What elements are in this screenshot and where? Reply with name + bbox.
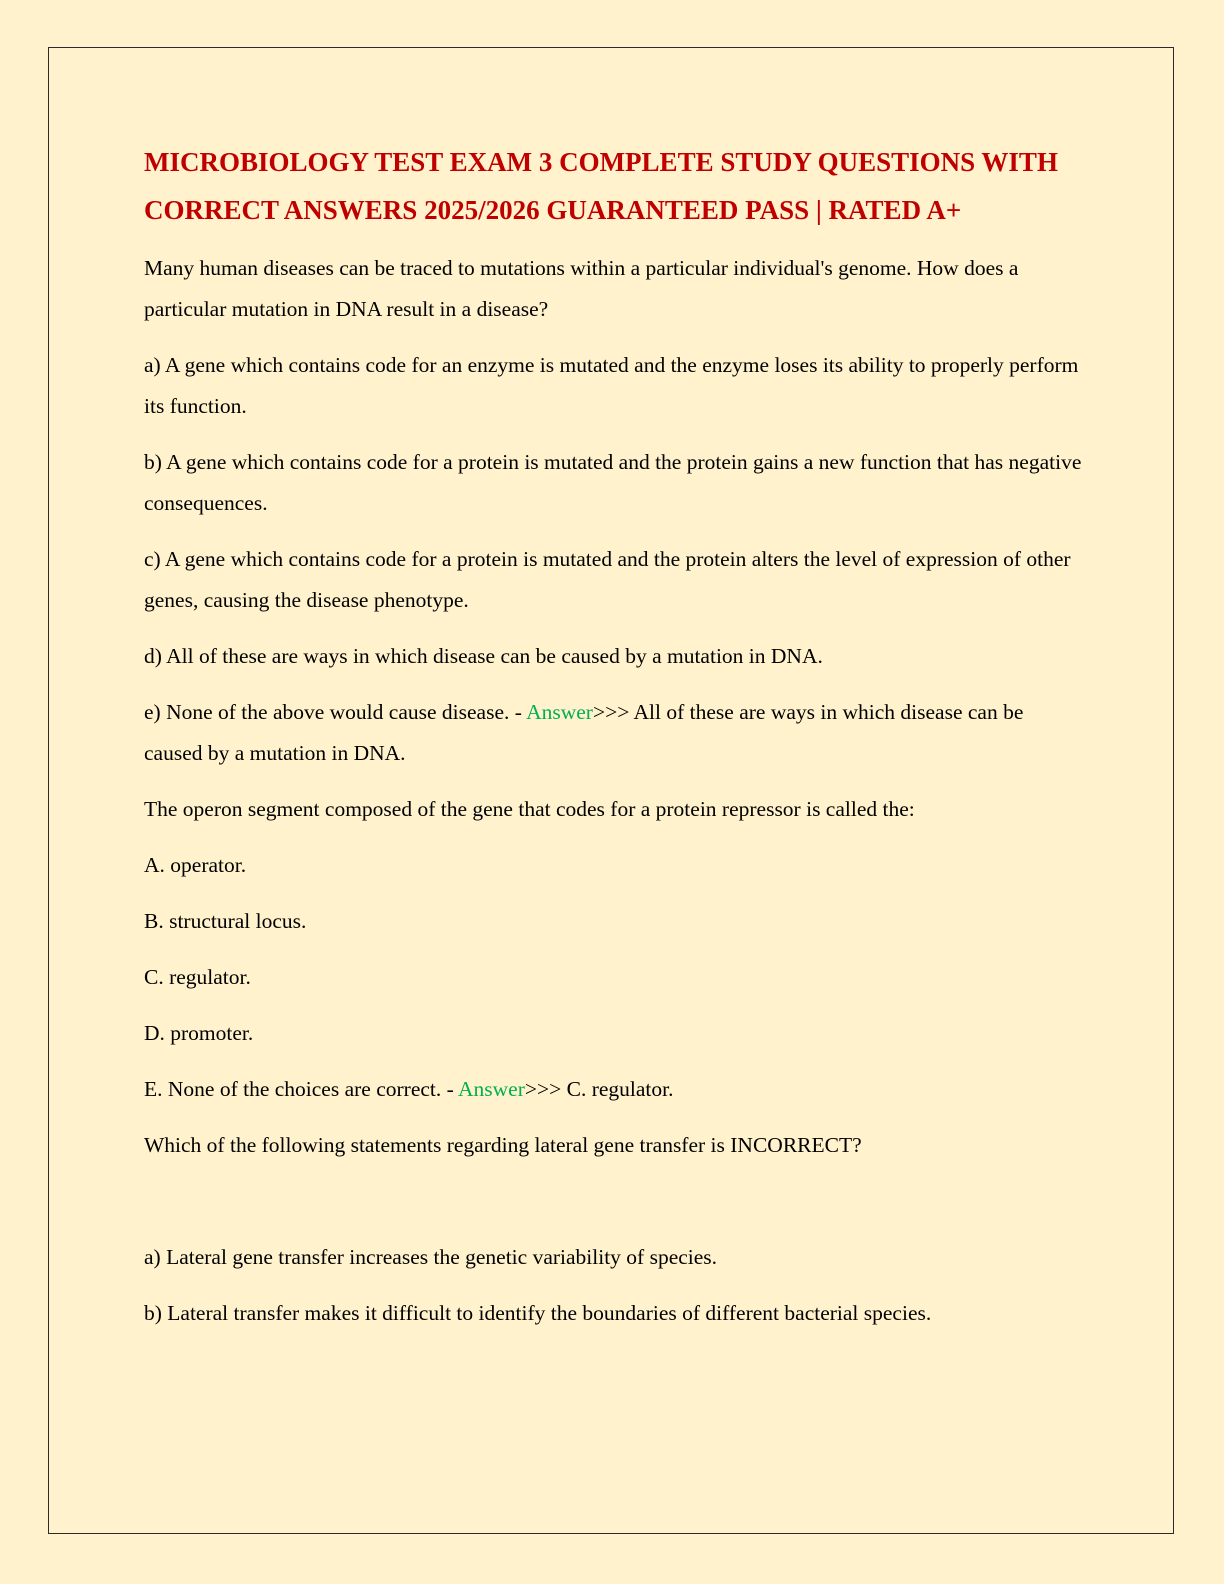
question-1-option-b: b) A gene which contains code for a protein is mutated and the protein gains a new function that has negative consequences. — [144, 450, 1082, 515]
question-1-option-e-with-answer — [144, 692, 1084, 774]
question-2-answer-text: >>> C. regulator. — [524, 1077, 674, 1101]
document-body — [144, 138, 1084, 1349]
question-3-option-a: a) Lateral gene transfer increases the genetic variability of species. — [144, 1245, 718, 1269]
question-2-option-b: B. structural locus. — [144, 909, 307, 933]
question-2-stem: The operon segment composed of the gene that codes for a protein repressor is called the: — [144, 797, 915, 821]
question-1-option-d: d) All of these are ways in which disease can be caused by a mutation in DNA. — [144, 644, 823, 668]
question-1-answer-label: Answer — [526, 700, 593, 724]
question-2-option-c: C. regulator. — [144, 965, 251, 989]
question-1-option-e: e) None of the above would cause disease. - — [144, 700, 527, 724]
question-1-option-a: a) A gene which contains code for an enzyme is mutated and the enzyme loses its ability to properly perform its function. — [144, 353, 1079, 418]
question-1-stem: Many human diseases can be traced to mutations within a particular individual's genome. How does a particular mutation in DNA result in a disease? — [144, 256, 1019, 321]
question-3-option-b: b) Lateral transfer makes it difficult to identify the boundaries of different bacterial species. — [144, 1301, 932, 1325]
question-1-answer-text: >>> All of these are ways in which disease can be caused by a mutation in DNA. — [144, 700, 1024, 765]
document-title: MICROBIOLOGY TEST EXAM 3 COMPLETE STUDY QUESTIONS WITH CORRECT ANSWERS 2025/2026 GUARANTEED PASS | RATED A+ — [144, 147, 1058, 225]
question-2-option-d: D. promoter. — [144, 1021, 254, 1045]
blank-line — [144, 1181, 1084, 1237]
question-2-answer-label: Answer — [458, 1077, 525, 1101]
question-2-option-e-with-answer — [144, 1069, 1084, 1110]
question-2-option-a: A. operator. — [144, 853, 247, 877]
question-3-stem: Which of the following statements regarding lateral gene transfer is INCORRECT? — [144, 1133, 862, 1157]
question-2-option-e: E. None of the choices are correct. - — [144, 1077, 458, 1101]
question-1-option-c: c) A gene which contains code for a protein is mutated and the protein alters the level of expression of other genes, causing the disease phenotype. — [144, 547, 1071, 612]
